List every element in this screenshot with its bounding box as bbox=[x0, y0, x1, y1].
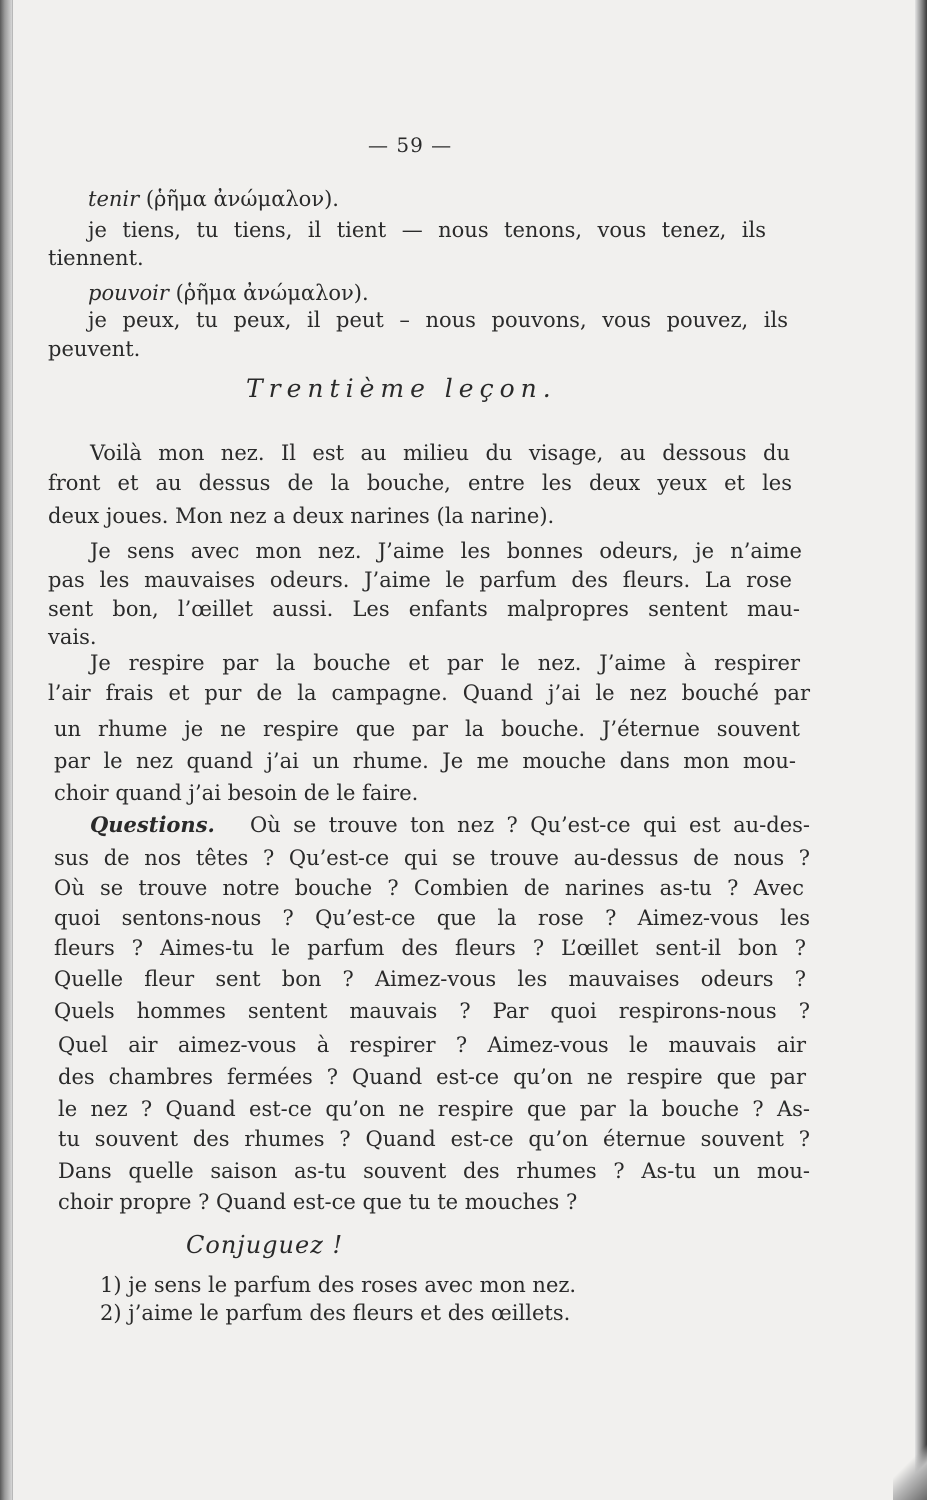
verb-conjugation-line: je tiens, tu tiens, il tient — nous tenons, vous tenez, ils bbox=[88, 218, 766, 242]
page-edge-line bbox=[12, 0, 13, 1500]
exercise-number: 1) bbox=[100, 1273, 122, 1297]
text-line: Je sens avec mon nez. J’aime les bonnes odeurs, je n’aime bbox=[90, 539, 802, 563]
questions-label: Questions. bbox=[90, 812, 215, 837]
text-line: des chambres fermées ? Quand est-ce qu’on ne respire que par bbox=[58, 1065, 806, 1089]
verb-conjugation-line: je peux, tu peux, il peut – nous pouvons, vous pouvez, ils bbox=[88, 308, 788, 332]
text-line: Quel air aimez-vous à respirer ? Aimez-vous le mauvais air bbox=[58, 1033, 806, 1057]
text-line: vais. bbox=[48, 625, 97, 649]
exercise-item bbox=[100, 1300, 570, 1326]
questions-first-line bbox=[90, 812, 810, 838]
text-line: Je respire par la bouche et par le nez. J’aime à respirer bbox=[90, 651, 800, 675]
verb-conjugation-line: tiennent. bbox=[48, 246, 144, 270]
text-line: choir propre ? Quand est-ce que tu te mouches ? bbox=[58, 1190, 578, 1214]
text-line: Où se trouve ton nez ? Qu’est-ce qui est au-des- bbox=[250, 813, 810, 837]
text-line: pas les mauvaises odeurs. J’aime le parfum des fleurs. La rose bbox=[48, 568, 792, 592]
text-line: Où se trouve notre bouche ? Combien de narines as-tu ? Avec bbox=[54, 876, 804, 900]
page-edge-right bbox=[915, 0, 927, 1500]
verb-note: (ῥῆμα ἀνώμαλον). bbox=[175, 281, 369, 305]
verb-conjugation-line: peuvent. bbox=[48, 337, 141, 361]
text-line: Quels hommes sentent mauvais ? Par quoi respirons-nous ? bbox=[54, 999, 810, 1023]
text-line: par le nez quand j’ai un rhume. Je me mouche dans mon mou- bbox=[54, 749, 796, 773]
exercise-text: je sens le parfum des roses avec mon nez. bbox=[128, 1273, 577, 1297]
exercise-text: j’aime le parfum des fleurs et des œillets. bbox=[128, 1301, 571, 1325]
text-line: Dans quelle saison as-tu souvent des rhumes ? As-tu un mou- bbox=[58, 1159, 810, 1183]
page-corner-curl bbox=[893, 1440, 927, 1500]
page-edge-left bbox=[0, 0, 12, 1500]
lesson-title: Trentième leçon. bbox=[246, 374, 557, 403]
verb-name: tenir bbox=[88, 187, 140, 211]
verb-name: pouvoir bbox=[88, 281, 169, 305]
conjugate-title: Conjuguez ! bbox=[186, 1231, 344, 1259]
exercise-number: 2) bbox=[100, 1301, 122, 1325]
exercise-item bbox=[100, 1272, 576, 1298]
text-line: front et au dessus de la bouche, entre les deux yeux et les bbox=[48, 471, 792, 495]
text-line: quoi sentons-nous ? Qu’est-ce que la rose ? Aimez-vous les bbox=[54, 906, 810, 930]
text-line: tu souvent des rhumes ? Quand est-ce qu’on éternue souvent ? bbox=[58, 1127, 810, 1151]
page-number: — 59 — bbox=[368, 133, 453, 157]
text-line: Voilà mon nez. Il est au milieu du visage, au dessous du bbox=[90, 441, 790, 465]
text-line: deux joues. Mon nez a deux narines (la narine). bbox=[48, 504, 555, 528]
text-line: Quelle fleur sent bon ? Aimez-vous les mauvaises odeurs ? bbox=[54, 967, 806, 991]
text-line: un rhume je ne respire que par la bouche. J’éternue souvent bbox=[54, 717, 800, 741]
text-line: l’air frais et pur de la campagne. Quand j’ai le nez bouché par bbox=[48, 681, 810, 705]
verb-heading-pouvoir bbox=[88, 280, 369, 306]
text-line: sus de nos têtes ? Qu’est-ce qui se trouve au-dessus de nous ? bbox=[54, 846, 810, 870]
verb-heading-tenir bbox=[88, 186, 339, 212]
verb-note: (ῥῆμα ἀνώμαλον). bbox=[145, 187, 339, 211]
text-line: fleurs ? Aimes-tu le parfum des fleurs ? L’œillet sent-il bon ? bbox=[54, 936, 806, 960]
text-line: choir quand j’ai besoin de le faire. bbox=[54, 781, 419, 805]
text-line: sent bon, l’œillet aussi. Les enfants malpropres sentent mau- bbox=[48, 597, 800, 621]
text-line: le nez ? Quand est-ce qu’on ne respire que par la bouche ? As- bbox=[58, 1097, 810, 1121]
